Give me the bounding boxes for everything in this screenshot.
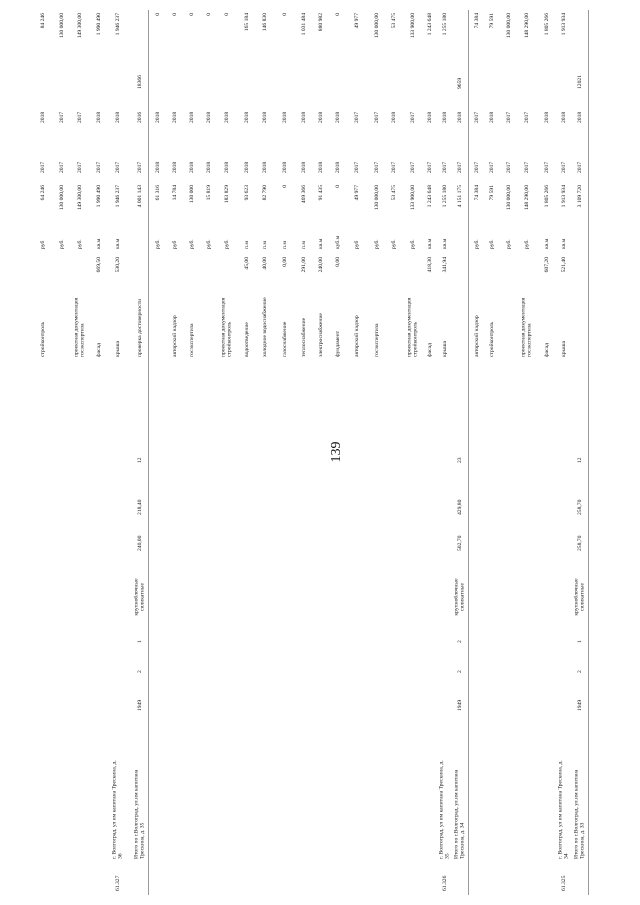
cell-year2: 2018 bbox=[488, 111, 495, 123]
cell-year2: 2018 bbox=[281, 111, 288, 123]
cell-total: 0 bbox=[281, 13, 288, 16]
cell-year2: 2018 bbox=[456, 111, 463, 123]
cell-wall-material: крупноблочные силикатные bbox=[573, 578, 586, 616]
cell-year2: 2018 bbox=[114, 111, 121, 123]
cell-floors: 2 bbox=[576, 670, 583, 673]
row-separator bbox=[468, 10, 469, 895]
cell-unit: п.м bbox=[281, 241, 288, 249]
cell-cost: 149 300,00 bbox=[76, 185, 83, 211]
cell-plan-year: 2018 bbox=[281, 161, 288, 173]
cell-total: 1 243 648 bbox=[426, 13, 433, 36]
cell-cost: 130 000,00 bbox=[58, 185, 65, 211]
cell-total: 130 000,00 bbox=[58, 13, 65, 39]
cell-work: фундамент bbox=[334, 330, 341, 357]
cell-year2: 2018 bbox=[188, 111, 195, 123]
cell-unit: руб. bbox=[390, 239, 397, 249]
cell-year2: 2018 bbox=[560, 111, 567, 123]
cell-total: 0 bbox=[154, 13, 161, 16]
cell-cost: 469 366 bbox=[300, 185, 307, 204]
cell-total: 74 384 bbox=[473, 13, 480, 29]
row-separator bbox=[588, 10, 589, 895]
cell-total: 0 bbox=[334, 13, 341, 16]
cell-total: 146 830 bbox=[261, 13, 268, 32]
cell-work: авторский надзор bbox=[473, 315, 480, 357]
cell-plan-year: 2017 bbox=[136, 161, 143, 173]
cell-year2: 2018 bbox=[223, 111, 230, 123]
cell-work: крыша bbox=[114, 340, 121, 357]
cell-total: 1 805 266 bbox=[543, 13, 550, 36]
cell-cost: 130 000,00 bbox=[373, 185, 380, 211]
cell-work: авторский надзор bbox=[171, 315, 178, 357]
cell-living-area: 258,70 bbox=[576, 499, 583, 515]
cell-cost: 4 001 143 bbox=[136, 185, 143, 208]
cell-cost: 1 243 648 bbox=[426, 185, 433, 208]
cell-unit: руб bbox=[353, 240, 360, 249]
cell-total: 149 300,00 bbox=[76, 13, 83, 39]
cell-year2: 2017 bbox=[58, 111, 65, 123]
cell-year2: 2018 bbox=[205, 111, 212, 123]
cell-volume: 341,94 bbox=[441, 257, 448, 273]
cell-plan-year: 2017 bbox=[409, 161, 416, 173]
cell-year2: 2018 bbox=[390, 111, 397, 123]
cell-unit: руб. bbox=[188, 239, 195, 249]
cell-plan-year: 2018 bbox=[317, 161, 324, 173]
cell-unit: руб. bbox=[223, 239, 230, 249]
cell-plan-year: 2017 bbox=[390, 161, 397, 173]
cell-work: проектная документация стройконтроль bbox=[406, 297, 419, 357]
cell-year3: 9659 bbox=[456, 77, 463, 89]
cell-total: 1 990 490 bbox=[95, 13, 102, 36]
cell-entrances: 2 bbox=[456, 640, 463, 643]
cell-total: 49 977 bbox=[353, 13, 360, 29]
cell-entrances: 1 bbox=[136, 640, 143, 643]
cell-work: холодное водоснабжение bbox=[261, 297, 268, 357]
cell-year2: 2017 bbox=[353, 111, 360, 123]
cell-plan-year: 2017 bbox=[114, 161, 121, 173]
cell-unit: руб bbox=[171, 240, 178, 249]
cell-cost: 1 913 934 bbox=[560, 185, 567, 208]
cell-wall-material: крупноблочные силикатные bbox=[453, 578, 466, 616]
cell-plan-year: 2017 bbox=[39, 161, 46, 173]
cell-cost: 4 151 175 bbox=[456, 185, 463, 208]
cell-residents: 12 bbox=[576, 457, 583, 463]
cell-unit: кв.м bbox=[543, 238, 550, 249]
cell-plan-year: 2017 bbox=[456, 161, 463, 173]
cell-plan-year: 2018 bbox=[154, 161, 161, 173]
cell-work: госэкспертиза bbox=[373, 323, 380, 357]
cell-work: госэкспертиза bbox=[188, 323, 195, 357]
cell-volume: 607,20 bbox=[543, 257, 550, 273]
cell-residents: 12 bbox=[136, 457, 143, 463]
cell-volume: 291,00 bbox=[300, 257, 307, 273]
cell-year2: 2018 bbox=[154, 111, 161, 123]
cell-unit: руб. bbox=[523, 239, 530, 249]
cell-cost: 1 255 180 bbox=[441, 185, 448, 208]
cell-plan-year: 2017 bbox=[523, 161, 530, 173]
cell-year2: 2017 bbox=[473, 111, 480, 123]
cell-living-area: 218,40 bbox=[136, 499, 143, 515]
cell-total: 0 bbox=[171, 13, 178, 16]
cell-year2: 2016 bbox=[136, 111, 143, 123]
cell-year-built: 1949 bbox=[136, 699, 143, 711]
cell-address: Итого по г.Волгоград, ул.им капитана Трескина, д. 33 bbox=[573, 769, 586, 859]
cell-total: 1 255 180 bbox=[441, 13, 448, 36]
cell-year2: 2017 bbox=[505, 111, 512, 123]
cell-total: 84 246 bbox=[39, 13, 46, 29]
cell-year-built: 1949 bbox=[576, 699, 583, 711]
cell-year2: 2018 bbox=[243, 111, 250, 123]
row-separator bbox=[148, 10, 149, 895]
cell-year2: 2017 bbox=[409, 111, 416, 123]
cell-unit: п.м bbox=[243, 241, 250, 249]
cell-unit: руб. bbox=[76, 239, 83, 249]
cell-volume: 40,00 bbox=[261, 257, 268, 270]
cell-plan-year: 2018 bbox=[223, 161, 230, 173]
cell-work: проектная документация госэкспертиза bbox=[520, 297, 533, 357]
cell-total: 0 bbox=[205, 13, 212, 16]
cell-plan-year: 2017 bbox=[505, 161, 512, 173]
cell-cost: 64 246 bbox=[39, 185, 46, 201]
cell-year2: 2018 bbox=[426, 111, 433, 123]
cell-unit: кв.м bbox=[426, 238, 433, 249]
cell-plan-year: 2018 bbox=[171, 161, 178, 173]
cell-plan-year: 2017 bbox=[543, 161, 550, 173]
cell-address: Итого по г.Волгоград, ул.им капитана Трескина, д. 35 bbox=[133, 769, 146, 859]
cell-year2: 2018 bbox=[576, 111, 583, 123]
cell-cost: 130 000,00 bbox=[505, 185, 512, 211]
cell-plan-year: 2017 bbox=[576, 161, 583, 173]
cell-work: теплоснабжение bbox=[300, 317, 307, 357]
cell-work: фасад bbox=[543, 343, 550, 357]
cell-year2: 2017 bbox=[76, 111, 83, 123]
cell-year2: 2018 bbox=[261, 111, 268, 123]
cell-cost: 0 bbox=[334, 185, 341, 188]
cell-unit: кв.м bbox=[441, 238, 448, 249]
cell-unit: кв.м bbox=[560, 238, 567, 249]
cell-work: фасад bbox=[426, 343, 433, 357]
cell-volume: 669,50 bbox=[95, 257, 102, 273]
cell-year2: 2018 bbox=[95, 111, 102, 123]
cell-num: 61.325 bbox=[560, 875, 567, 891]
cell-total: 0 bbox=[223, 13, 230, 16]
cell-work: стройконтроль bbox=[488, 321, 495, 357]
cell-total-area: 258,70 bbox=[576, 535, 583, 551]
cell-work: водоотведение bbox=[243, 322, 250, 357]
cell-plan-year: 2018 bbox=[261, 161, 268, 173]
page-number: 139 bbox=[329, 441, 344, 463]
cell-plan-year: 2017 bbox=[76, 161, 83, 173]
cell-year2: 2017 bbox=[373, 111, 380, 123]
cell-work: проектная документация госэкспертиза bbox=[73, 297, 86, 357]
cell-plan-year: 2018 bbox=[334, 161, 341, 173]
cell-wall-material: крупноблочные силикатные bbox=[133, 578, 146, 616]
cell-cost: 1 805 266 bbox=[543, 185, 550, 208]
cell-total: 79 591 bbox=[488, 13, 495, 29]
cell-total: 53 475 bbox=[390, 13, 397, 29]
cell-work: электроснабжение bbox=[317, 313, 324, 357]
cell-address: Итого по г.Волгоград, ул.им капитана Трескина, д. 34 bbox=[453, 769, 466, 859]
cell-volume: 521,40 bbox=[560, 257, 567, 273]
cell-unit: руб. bbox=[154, 239, 161, 249]
cell-work: проверка достоверности bbox=[136, 298, 143, 357]
cell-work: фасад bbox=[95, 343, 102, 357]
cell-unit: куб.м bbox=[334, 235, 341, 249]
cell-plan-year: 2017 bbox=[560, 161, 567, 173]
cell-unit: кв.м bbox=[317, 238, 324, 249]
cell-cost: 133 900,00 bbox=[409, 185, 416, 211]
cell-unit: кв.м bbox=[114, 238, 121, 249]
cell-address: г. Волгоград, ул им капитана Трескина, д. 34 bbox=[557, 760, 570, 859]
cell-total: 0 bbox=[188, 13, 195, 16]
cell-floors: 2 bbox=[136, 670, 143, 673]
cell-cost: 74 384 bbox=[473, 185, 480, 201]
cell-unit: руб. bbox=[409, 239, 416, 249]
cell-total-area: 502,70 bbox=[456, 535, 463, 551]
cell-work: авторский надзор bbox=[353, 315, 360, 357]
cell-cost: 1 946 237 bbox=[114, 185, 121, 208]
cell-year2: 2017 bbox=[523, 111, 530, 123]
cell-entrances: 1 bbox=[576, 640, 583, 643]
cell-plan-year: 2017 bbox=[488, 161, 495, 173]
cell-unit: руб. bbox=[473, 239, 480, 249]
cell-plan-year: 2017 bbox=[426, 161, 433, 173]
cell-unit: п.м bbox=[261, 241, 268, 249]
cell-work: газоснабжение bbox=[281, 321, 288, 357]
cell-plan-year: 2017 bbox=[441, 161, 448, 173]
cell-plan-year: 2017 bbox=[95, 161, 102, 173]
cell-plan-year: 2017 bbox=[353, 161, 360, 173]
cell-cost: 15 819 bbox=[205, 185, 212, 201]
cell-cost: 61 316 bbox=[154, 185, 161, 201]
cell-year2: 2018 bbox=[171, 111, 178, 123]
cell-cost: 49 977 bbox=[353, 185, 360, 201]
cell-volume: 45,00 bbox=[243, 257, 250, 270]
cell-year3: 18366 bbox=[136, 75, 143, 89]
cell-residents: 23 bbox=[456, 457, 463, 463]
cell-total: 1 031 484 bbox=[300, 13, 307, 36]
cell-cost: 183 829 bbox=[223, 185, 230, 204]
cell-volume: 530,20 bbox=[114, 257, 121, 273]
cell-total: 130 000,00 bbox=[373, 13, 380, 39]
cell-work: крыша bbox=[441, 340, 448, 357]
cell-volume: 418,30 bbox=[426, 257, 433, 273]
cell-unit: руб. bbox=[505, 239, 512, 249]
cell-plan-year: 2018 bbox=[243, 161, 250, 173]
cell-year-built: 1949 bbox=[456, 699, 463, 711]
cell-plan-year: 2018 bbox=[300, 161, 307, 173]
cell-cost: 3 109 720 bbox=[576, 185, 583, 208]
cell-cost: 148 290,00 bbox=[523, 185, 530, 211]
cell-total: 880 982 bbox=[317, 13, 324, 32]
cell-unit: кв.м bbox=[95, 238, 102, 249]
cell-volume: 0,00 bbox=[281, 257, 288, 267]
cell-unit: руб bbox=[39, 240, 46, 249]
cell-cost: 82 790 bbox=[261, 185, 268, 201]
cell-cost: 130 000 bbox=[188, 185, 195, 204]
cell-living-area: 429,80 bbox=[456, 499, 463, 515]
cell-plan-year: 2017 bbox=[473, 161, 480, 173]
cell-total: 1 946 237 bbox=[114, 13, 121, 36]
cell-volume: 0,00 bbox=[334, 257, 341, 267]
cell-year2: 2018 bbox=[39, 111, 46, 123]
cell-total: 1 913 934 bbox=[560, 13, 567, 36]
cell-cost: 14 784 bbox=[171, 185, 178, 201]
cell-plan-year: 2017 bbox=[58, 161, 65, 173]
cell-plan-year: 2018 bbox=[188, 161, 195, 173]
cell-address: г. Волгоград, ул им капитана Трескина, д. 36 bbox=[111, 760, 124, 859]
cell-unit: руб. bbox=[488, 239, 495, 249]
cell-floors: 2 bbox=[456, 670, 463, 673]
cell-address: г. Волгоград, ул им капитана Трескина, д. 35 bbox=[438, 760, 451, 859]
cell-unit: руб. bbox=[373, 239, 380, 249]
cell-work: стройконтроль bbox=[39, 321, 46, 357]
cell-work: крыша bbox=[560, 340, 567, 357]
cell-total: 130 000,00 bbox=[505, 13, 512, 39]
cell-work: проектная документация стройконтроль bbox=[220, 297, 233, 357]
cell-year2: 2018 bbox=[317, 111, 324, 123]
cell-cost: 79 591 bbox=[488, 185, 495, 201]
cell-plan-year: 2017 bbox=[373, 161, 380, 173]
cell-year2: 2018 bbox=[543, 111, 550, 123]
cell-unit: руб. bbox=[58, 239, 65, 249]
cell-cost: 1 990 490 bbox=[95, 185, 102, 208]
cell-cost: 93 623 bbox=[243, 185, 250, 201]
cell-year3: 12021 bbox=[576, 75, 583, 89]
cell-total: 133 900,00 bbox=[409, 13, 416, 39]
cell-plan-year: 2018 bbox=[205, 161, 212, 173]
cell-total-area: 240,00 bbox=[136, 535, 143, 551]
cell-volume: 240,00 bbox=[317, 257, 324, 273]
cell-year2: 2018 bbox=[441, 111, 448, 123]
cell-num: 61.326 bbox=[441, 875, 448, 891]
cell-cost: 0 bbox=[281, 185, 288, 188]
cell-unit: п.м bbox=[300, 241, 307, 249]
cell-year2: 2018 bbox=[334, 111, 341, 123]
cell-total: 148 290,00 bbox=[523, 13, 530, 39]
cell-total: 165 184 bbox=[243, 13, 250, 32]
cell-unit: руб. bbox=[205, 239, 212, 249]
cell-year2: 2018 bbox=[300, 111, 307, 123]
cell-cost: 53 475 bbox=[390, 185, 397, 201]
cell-cost: 91 435 bbox=[317, 185, 324, 201]
cell-num: 61.327 bbox=[114, 875, 121, 891]
